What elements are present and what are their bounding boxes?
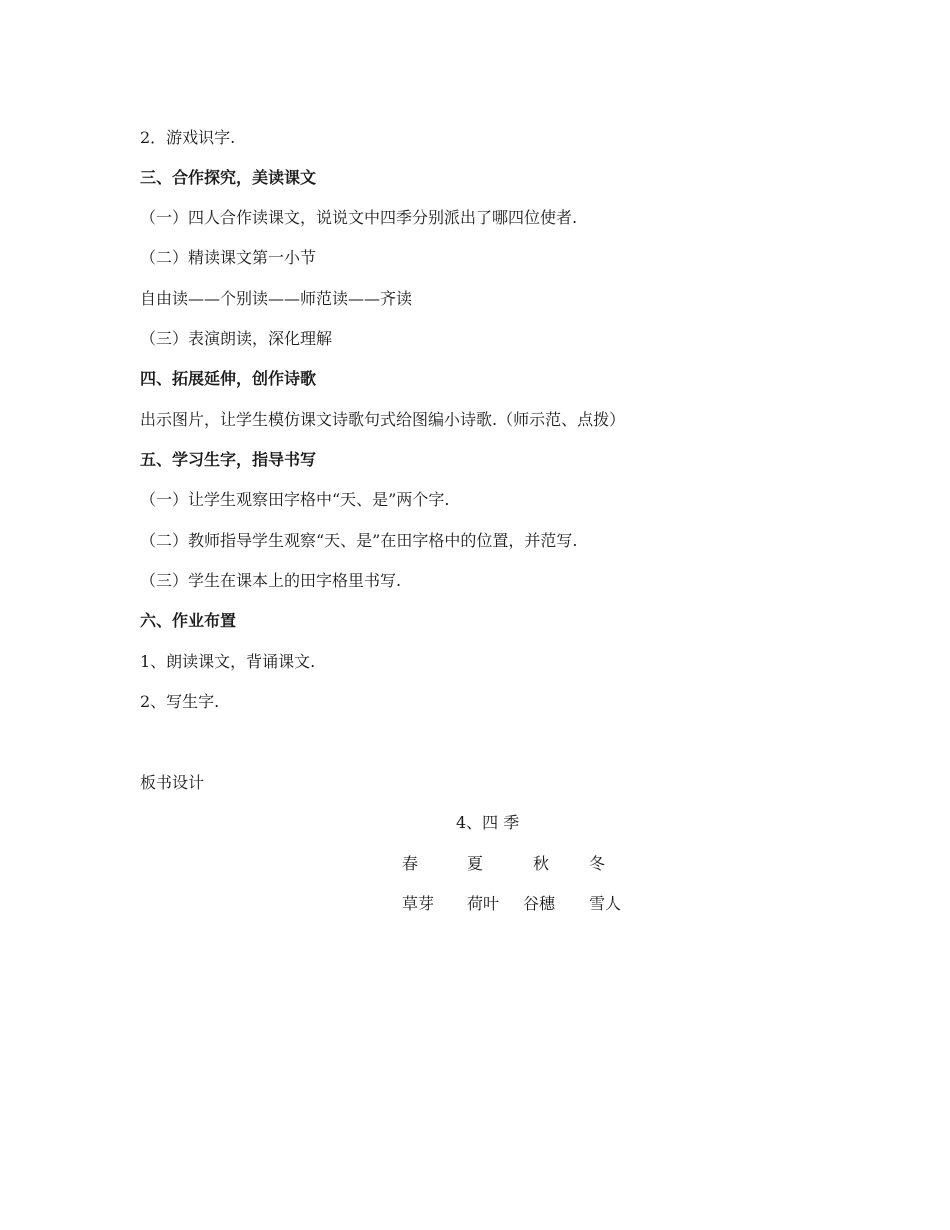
- paragraph: （一）让学生观察田字格中“天、是”两个字.: [140, 490, 450, 509]
- paragraph: 2、写生字.: [140, 692, 220, 711]
- board-title: 4、四 季: [456, 813, 520, 832]
- paragraph: 1、朗读课文，背诵课文.: [140, 652, 316, 671]
- board-season: 春: [402, 854, 419, 873]
- board-season: 夏: [467, 854, 484, 873]
- paragraph: 出示图片，让学生模仿课文诗歌句式给图编小诗歌.（师示范、点拨）: [140, 410, 626, 429]
- section-heading: 三、合作探究，美读课文: [140, 168, 317, 187]
- paragraph: （二）精读课文第一小节: [140, 248, 317, 267]
- section-heading: 六、作业布置: [140, 611, 237, 630]
- paragraph: （三）表演朗读，深化理解: [140, 329, 333, 348]
- board-messenger: 雪人: [589, 894, 622, 913]
- paragraph: （二）教师指导学生观察“天、是”在田字格中的位置，并范写.: [140, 531, 578, 550]
- board-season: 冬: [589, 854, 606, 873]
- board-design-label: 板书设计: [140, 773, 205, 792]
- paragraph: （一）四人合作读课文，说说文中四季分别派出了哪四位使者.: [140, 208, 578, 227]
- list-item: 2．游戏识字.: [140, 128, 236, 147]
- paragraph: （三）学生在课本上的田字格里书写.: [140, 571, 402, 590]
- section-heading: 四、拓展延伸，创作诗歌: [140, 369, 317, 388]
- board-season: 秋: [533, 854, 550, 873]
- board-messenger: 荷叶: [467, 894, 500, 913]
- paragraph: 自由读——个别读——师范读——齐读: [140, 289, 413, 308]
- board-messenger: 谷穗: [523, 894, 556, 913]
- board-messenger: 草芽: [402, 894, 435, 913]
- section-heading: 五、学习生字，指导书写: [140, 450, 317, 469]
